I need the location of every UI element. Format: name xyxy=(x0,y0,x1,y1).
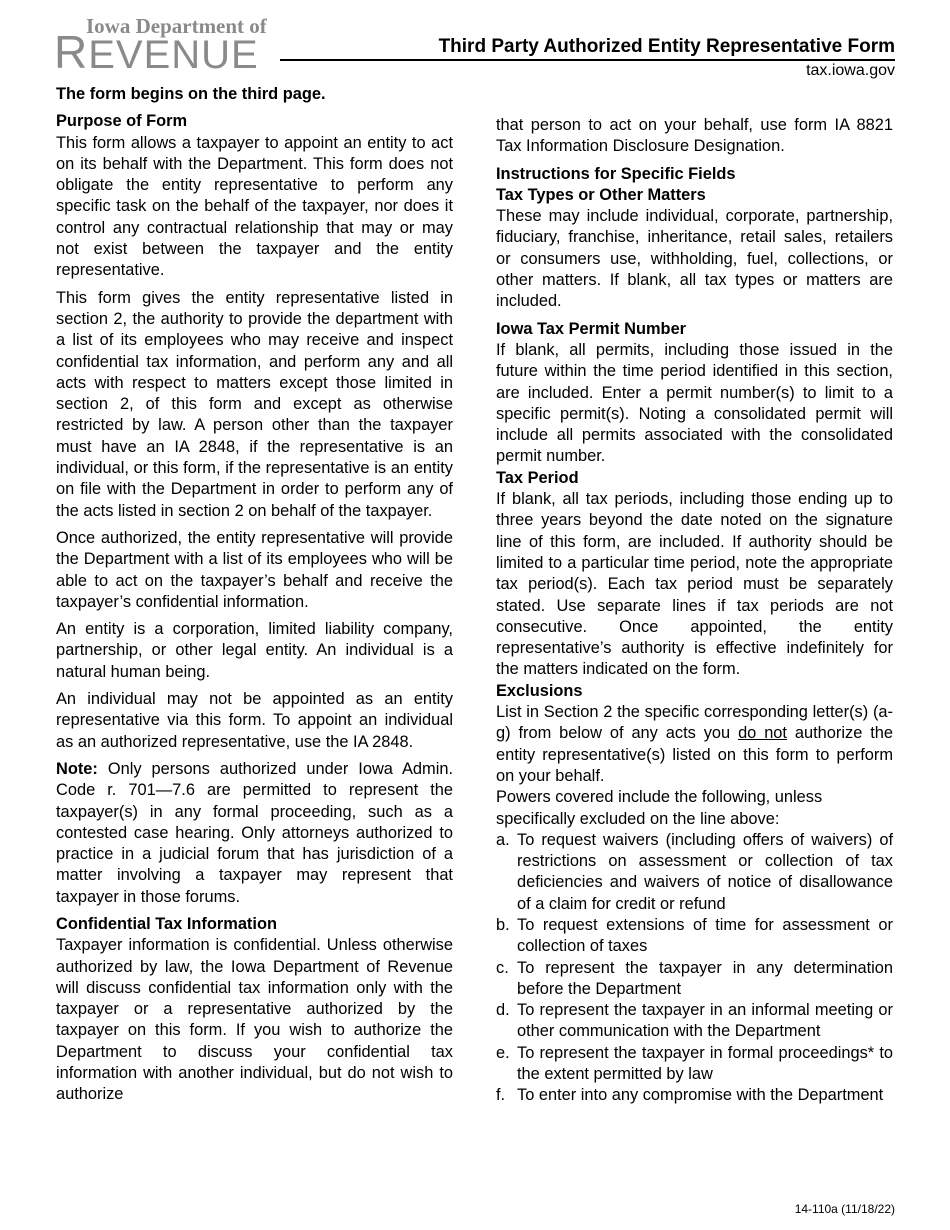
instructions-heading: Instructions for Specific Fields xyxy=(496,164,736,183)
power-marker: e. xyxy=(496,1043,510,1062)
power-item xyxy=(496,1085,893,1106)
power-text: To request waivers (including offers of waivers) of restrictions on assessment or collection of tax deficiencies and waivers of notice of disallowance of a claim for credit or refund xyxy=(517,830,893,913)
confidential-heading: Confidential Tax Information xyxy=(56,914,277,933)
logo-revenue-text xyxy=(54,26,259,78)
powers-list xyxy=(496,830,893,1107)
permit-paragraph: If blank, all permits, including those issued in the future within the time period identified in this section, are included. Enter a permit number(s) to limit to a specific permit(s). Noting a consolidated permit will include all permits associated with the consolidated permit number. xyxy=(496,340,893,466)
power-marker: f. xyxy=(496,1086,506,1105)
note-text: Only persons authorized under Iowa Admin. Code r. 701—7.6 are permitted to represent the taxpayer(s) in any formal proceeding, such as a contested case hearing. Only attorneys authorized to practice in a judicial forum that has jurisdiction of a matter involving a taxpayer may represent that taxpayer in those forums. xyxy=(56,759,453,906)
purpose-paragraph-3: Once authorized, the entity representative will provide the Department with a list of its employees who will be able to act on the taxpayer’s behalf and receive the taxpayer’s confidential information. xyxy=(56,528,453,611)
exclusions-text-end: authorize the entity representative(s) listed on this form to perform on your behalf. xyxy=(496,724,893,785)
exclusions-paragraph xyxy=(496,702,893,787)
power-item xyxy=(496,1000,893,1043)
logo-department-text: Iowa Department of xyxy=(86,14,267,38)
intro-notice: The form begins on the third page. xyxy=(56,85,326,103)
right-column xyxy=(496,115,893,1107)
power-text: To represent the taxpayer in formal proceedings* to the extent permitted by law xyxy=(517,1043,893,1084)
purpose-paragraph-5: An individual may not be appointed as an entity representative via this form. To appoint an individual as an authorized representative, use the IA 2848. xyxy=(56,690,453,751)
purpose-paragraph-2: This form gives the entity representative listed in section 2, the authority to provide the department with a list of its employees who may receive and inspect confidential tax information, and perform any and all acts with respect to matters except those limited in section 2, of this form and except as otherwise restricted by law. A person other than the taxpayer must have an IA 2848, if the representative is an individual, or this form, if the representative is an entity on file with the Department in order to perform any of the acts listed in section 2 on behalf of the taxpayer. xyxy=(56,288,453,520)
exclusions-do-not: do not xyxy=(738,724,787,743)
logo-revenue-initial: R xyxy=(54,26,89,78)
iowa-revenue-logo xyxy=(54,12,268,78)
tax-period-heading: Tax Period xyxy=(496,468,579,487)
tax-period-paragraph: If blank, all tax periods, including those ending up to three years beyond the date noted on the signature line of this form, are included. If authority should be limited to a particular time period, note the appropriate tax period(s). Each tax period must be separately stated. Use separate lines if tax periods are not consecutive. Once appointed, the entity representative’s authority is effective indefinitely for the matters indicated on the form. xyxy=(496,490,893,679)
power-marker: a. xyxy=(496,830,510,849)
form-title: Third Party Authorized Entity Representative Form xyxy=(438,36,895,57)
form-code: 14-110a (11/18/22) xyxy=(794,1202,895,1216)
confidential-paragraph: Taxpayer information is confidential. Unless otherwise authorized by law, the Iowa Department of Revenue will discuss confidential tax information only with the taxpayer or a representative authorized by the taxpayer on this form. If you wish to authorize the Department to discuss your confidential tax information with another individual, but do not wish to authorize xyxy=(56,936,453,1104)
power-marker: d. xyxy=(496,1001,510,1020)
power-text: To represent the taxpayer in any determination before the Department xyxy=(517,958,893,998)
left-column xyxy=(56,84,453,1106)
exclusions-heading: Exclusions xyxy=(496,681,583,700)
title-divider xyxy=(280,59,895,61)
exclusions-text-start: List in Section 2 the specific corresponding letter(s) (a-g) from below of any acts you xyxy=(496,703,893,743)
tax-types-paragraph: These may include individual, corporate, partnership, fiduciary, franchise, inheritance, retail sales, retailers or consumers use, withholding, fuel, collections, or other matters. If blank, all tax types or matters are included. xyxy=(496,207,893,311)
power-marker: c. xyxy=(496,958,509,977)
power-item xyxy=(496,1043,893,1086)
powers-intro: Powers covered include the following, unless specifically excluded on the line above: xyxy=(496,788,823,828)
purpose-heading: Purpose of Form xyxy=(56,112,188,131)
purpose-paragraph-4: An entity is a corporation, limited liability company, partnership, or other legal entity. An individual is a natural human being. xyxy=(56,620,453,681)
power-text: To represent the taxpayer in an informal meeting or other communication with the Department xyxy=(517,1001,893,1041)
note-label: Note: xyxy=(56,759,98,778)
website-text: tax.iowa.gov xyxy=(806,62,895,79)
note-paragraph xyxy=(56,759,453,908)
power-text: To request extensions of time for assessment or collection of taxes xyxy=(517,915,893,956)
power-item xyxy=(496,958,893,1001)
continued-paragraph: that person to act on your behalf, use form IA 8821 Tax Information Disclosure Designation. xyxy=(496,116,893,156)
power-item xyxy=(496,915,893,958)
permit-heading: Iowa Tax Permit Number xyxy=(496,319,687,338)
power-marker: b. xyxy=(496,915,510,934)
power-item xyxy=(496,830,893,915)
tax-types-heading: Tax Types or Other Matters xyxy=(496,185,706,204)
purpose-paragraph-1: This form allows a taxpayer to appoint an entity to act on its behalf with the Department. This form does not obligate the entity representative to perform any specific task on the behalf of the taxpayer, nor does it control any contractual relationship that may or may not exist between the taxpayer and the entity representative. xyxy=(56,133,453,280)
logo-revenue-rest: EVENUE xyxy=(88,33,259,77)
power-text: To enter into any compromise with the Department xyxy=(517,1086,884,1105)
